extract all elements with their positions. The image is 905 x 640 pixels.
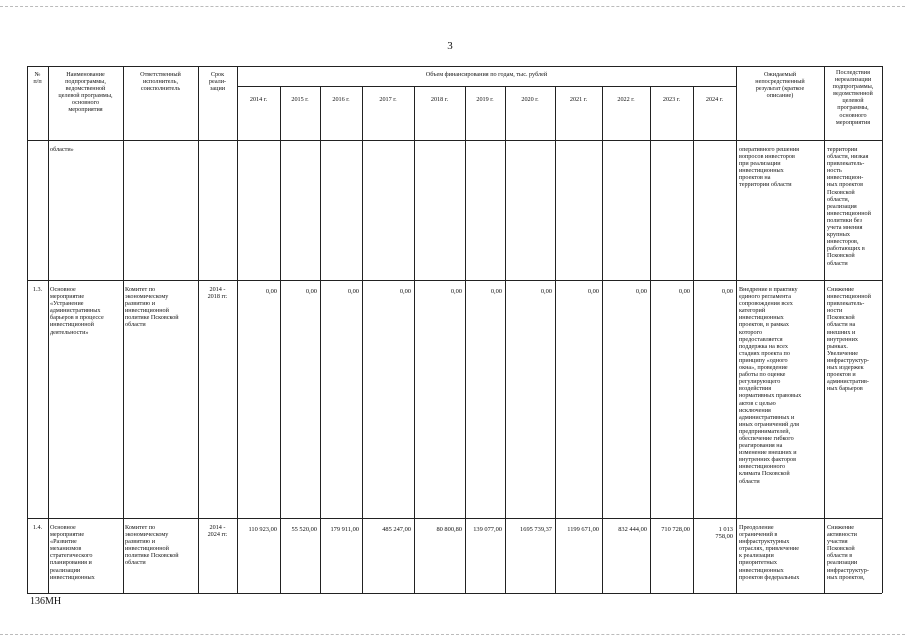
header-consequence: Последствия нереализации подпрограммы, ведомственной целевой программы, основного мероприятия	[832, 69, 874, 126]
column-divider-2	[123, 66, 124, 593]
funding-value: 0,00	[721, 288, 733, 295]
row-result: оперативного решения вопросов инвесторов при реализации инвестиционных проектов на территории области	[739, 146, 800, 189]
row-name: Основное мероприятие «Устранение административных барьеров в процессе инвестиционной деятельности»	[50, 286, 104, 336]
funding-value: 0,00	[540, 288, 552, 295]
column-divider-11	[555, 86, 556, 593]
row-divider-2	[27, 280, 882, 281]
funding-value: 485 247,00	[382, 526, 411, 533]
row-term: 2014 - 2024 гг.	[207, 524, 228, 539]
row-term: 2014 - 2018 гг.	[207, 286, 228, 301]
row-number: 1.3.	[32, 286, 43, 293]
row-divider-1	[27, 140, 882, 141]
header-year: 2022 г.	[617, 96, 635, 103]
header-year: 2021 г.	[569, 96, 588, 103]
column-divider-10	[505, 86, 506, 593]
funding-value: 0,00	[265, 288, 277, 295]
column-divider-5	[280, 86, 281, 593]
funding-value: 710 728,00	[661, 526, 690, 533]
funding-value: 0,00	[450, 288, 462, 295]
column-divider-1	[48, 66, 49, 593]
scan-edge-bottom	[0, 634, 905, 636]
column-divider-4	[237, 66, 238, 593]
row-divider-3	[27, 518, 882, 519]
funding-value: 0,00	[678, 288, 690, 295]
row-executor	[125, 146, 196, 279]
row-number	[29, 146, 46, 279]
header-year: 2016 г.	[332, 96, 350, 103]
funding-value: 80 800,80	[436, 526, 462, 533]
column-divider-0	[27, 66, 28, 593]
funding-value: 55 520,00	[291, 526, 317, 533]
funding-header-divider	[237, 86, 736, 87]
header-result: Ожидаемый непосредственный результат (краткое описание)	[755, 71, 805, 100]
header-executor: Ответственный исполнитель, соисполнитель	[140, 71, 181, 93]
column-divider-17	[882, 66, 883, 593]
funding-value: 1 013 758,00	[715, 526, 733, 541]
row-consequence: Снижение инвестиционной привлекатель- ности Псковской области на внешних и внутренних рынках. Увеличение инфраструктур- ных издержек проектов и административ- ных барьеров	[827, 286, 871, 393]
column-divider-12	[602, 86, 603, 593]
table-top-border	[27, 66, 882, 67]
table-bottom-border	[27, 593, 882, 594]
row-result: Внедрение в практику единого регламента сопровождения всех категорий инвестиционных проектов, в рамках которого предоставляется поддержка на всех стадиях проекта по принципу «одного окна», проведение работы по оценке регулирующего воздействия нормативных правовых актов с целью исключения административных и иных ограничений для предпринимателей, обеспечение гибкого реагирования на изменение внешних и внутренних факторов инвестиционного климата Псковской области	[739, 286, 802, 485]
column-divider-13	[650, 86, 651, 593]
scan-edge-top	[0, 6, 905, 8]
funding-value: 0,00	[305, 288, 317, 295]
row-executor: Комитет по экономическому развитию и инвестиционной политике Псковской области	[125, 286, 179, 329]
row-name: Основное мероприятие «Развитие механизмов стратегического планирования и реализации инвестиционных	[50, 524, 95, 581]
header-year: 2023 г.	[662, 96, 681, 103]
funding-value: 0,00	[635, 288, 647, 295]
row-consequence: территории области, низкая привлекатель- ность инвестицион- ных проектов Псковской области, реализация инвестиционной политики без учета мнения крупных инвесторов, работающих в Псковской области	[827, 146, 871, 267]
header-term: Срок реали- зации	[208, 71, 227, 93]
header-funding: Объем финансирования по годам, тыс. рублей	[425, 71, 548, 78]
funding-value: 0,00	[490, 288, 502, 295]
header-name: Наименование подпрограммы, ведомственной целевой программы, основного мероприятия	[58, 71, 113, 114]
column-divider-9	[465, 86, 466, 593]
page-number: 3	[447, 40, 453, 52]
funding-value: 0,00	[347, 288, 359, 295]
column-divider-14	[693, 86, 694, 593]
row-executor: Комитет по экономическому развитию и инвестиционной политике Псковской области	[125, 524, 179, 567]
column-divider-6	[320, 86, 321, 593]
row-result: Преодоление ограничений в инфраструктурных отраслях, привлечение к реализации приоритетных инвестиционных проектов федеральных	[739, 524, 800, 581]
footer-code: 136МН	[30, 596, 62, 607]
row-term	[200, 146, 235, 279]
header-year: 2019 г.	[476, 96, 494, 103]
column-divider-3	[198, 66, 199, 593]
row-consequence: Снижение активности участия Псковской области в реализации инфраструктур- ных проектов,	[827, 524, 869, 581]
header-year: 2015 г.	[291, 96, 309, 103]
header-year: 2018 г.	[430, 96, 449, 103]
column-divider-8	[414, 86, 415, 593]
column-divider-7	[362, 86, 363, 593]
funding-value: 179 911,00	[330, 526, 359, 533]
funding-value: 832 444,00	[618, 526, 647, 533]
funding-value: 110 923,00	[248, 526, 277, 533]
column-divider-15	[736, 66, 737, 593]
header-year: 2024 г.	[705, 96, 724, 103]
funding-value: 0,00	[399, 288, 411, 295]
row-number: 1.4.	[32, 524, 43, 531]
header-year: 2020 г.	[521, 96, 539, 103]
funding-value: 0,00	[587, 288, 599, 295]
row-name: области»	[50, 146, 74, 153]
funding-value: 1199 671,00	[567, 526, 599, 533]
header-year: 2017 г.	[379, 96, 397, 103]
header-number: № п/п	[33, 71, 42, 86]
header-year: 2014 г.	[249, 96, 268, 103]
column-divider-16	[824, 66, 825, 593]
funding-value: 1695 739,37	[520, 526, 552, 533]
funding-value: 139 077,00	[473, 526, 502, 533]
